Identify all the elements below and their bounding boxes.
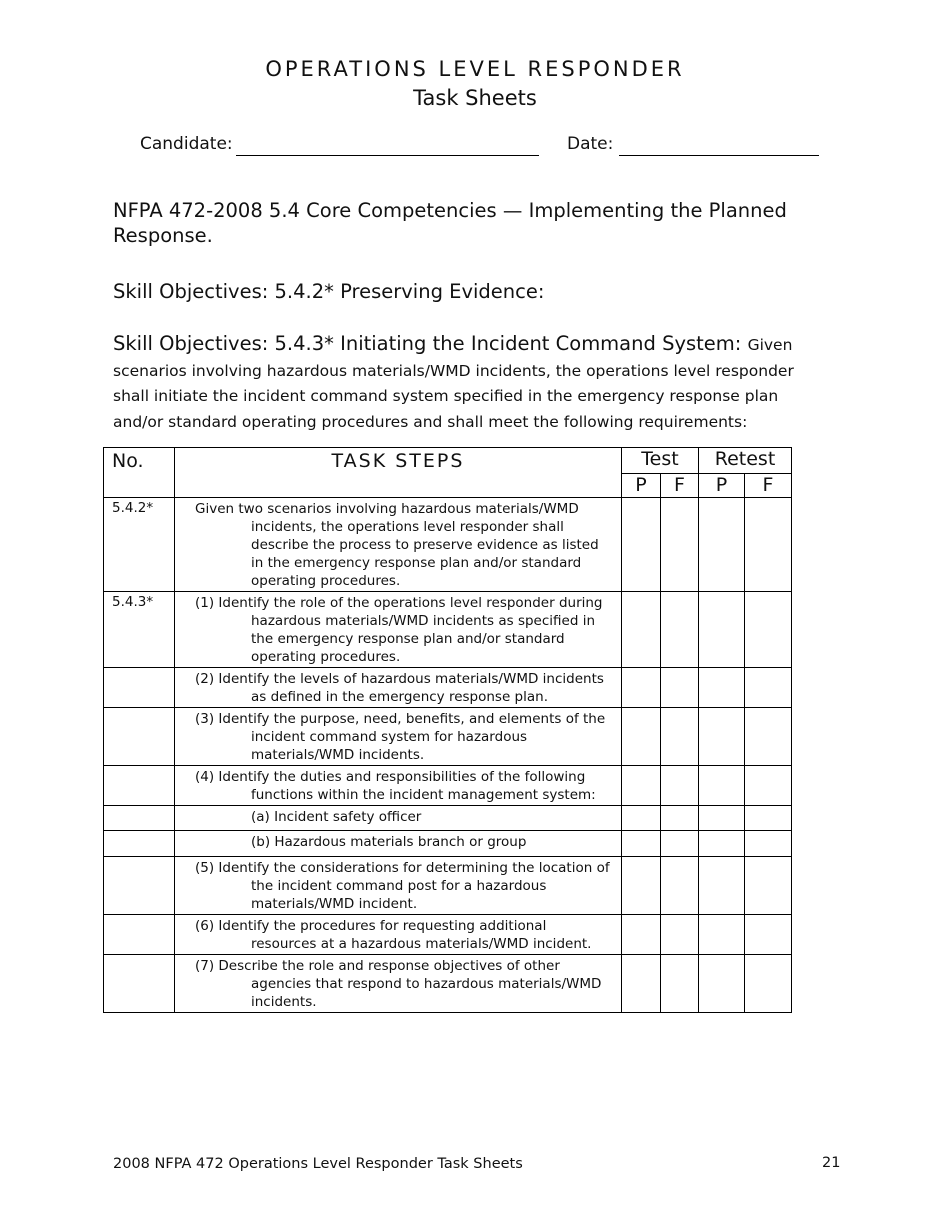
skill-objective-preserving-evidence: Skill Objectives: 5.4.2* Preserving Evidence: xyxy=(113,280,545,303)
row-number xyxy=(104,806,175,831)
column-header-test-fail: F xyxy=(661,474,699,498)
test-fail-box[interactable] xyxy=(661,831,699,857)
retest-fail-box[interactable] xyxy=(745,708,792,766)
row-number xyxy=(104,708,175,766)
column-header-retest-pass: P xyxy=(699,474,745,498)
task-step: (4) Identify the duties and responsibilities of the following functions within the incident management system: xyxy=(175,766,622,806)
retest-fail-box[interactable] xyxy=(745,592,792,668)
row-number: 5.4.2* xyxy=(104,498,175,592)
test-pass-box[interactable] xyxy=(622,831,661,857)
retest-fail-box[interactable] xyxy=(745,806,792,831)
retest-fail-box[interactable] xyxy=(745,766,792,806)
skill-objective-ics xyxy=(113,331,833,433)
test-pass-box[interactable] xyxy=(622,806,661,831)
retest-pass-box[interactable] xyxy=(699,806,745,831)
page-number: 21 xyxy=(822,1155,841,1171)
candidate-field[interactable] xyxy=(236,155,539,156)
test-pass-box[interactable] xyxy=(622,857,661,915)
table-row xyxy=(104,498,792,592)
column-header-no: No. xyxy=(104,448,175,498)
retest-pass-box[interactable] xyxy=(699,857,745,915)
retest-pass-box[interactable] xyxy=(699,708,745,766)
task-steps-table xyxy=(103,447,792,1013)
retest-fail-box[interactable] xyxy=(745,668,792,708)
retest-pass-box[interactable] xyxy=(699,498,745,592)
page-subtitle: Task Sheets xyxy=(413,86,537,110)
test-pass-box[interactable] xyxy=(622,592,661,668)
retest-pass-box[interactable] xyxy=(699,668,745,708)
table-row xyxy=(104,831,792,857)
test-pass-box[interactable] xyxy=(622,766,661,806)
task-step: (2) Identify the levels of hazardous materials/WMD incidents as defined in the emergency response plan. xyxy=(175,668,622,708)
retest-fail-box[interactable] xyxy=(745,831,792,857)
task-step: (b) Hazardous materials branch or group xyxy=(175,831,622,857)
test-pass-box[interactable] xyxy=(622,708,661,766)
retest-pass-box[interactable] xyxy=(699,592,745,668)
test-fail-box[interactable] xyxy=(661,592,699,668)
table-row xyxy=(104,708,792,766)
column-header-task-steps: TASK STEPS xyxy=(175,448,622,498)
skill-objective-ics-title: Skill Objectives: 5.4.3* Initiating the Incident Command System: xyxy=(113,332,742,355)
row-number xyxy=(104,766,175,806)
column-header-test: Test xyxy=(622,448,699,474)
row-number xyxy=(104,955,175,1013)
test-fail-box[interactable] xyxy=(661,915,699,955)
test-fail-box[interactable] xyxy=(661,668,699,708)
retest-fail-box[interactable] xyxy=(745,955,792,1013)
retest-fail-box[interactable] xyxy=(745,857,792,915)
candidate-label: Candidate: xyxy=(140,134,233,154)
date-field[interactable] xyxy=(619,155,819,156)
column-header-retest: Retest xyxy=(699,448,792,474)
task-step: Given two scenarios involving hazardous materials/WMD incidents, the operations level responder shall describe the process to preserve evidence as listed in the emergency response plan and/or standard operating procedures. xyxy=(175,498,622,592)
core-competencies-heading: NFPA 472-2008 5.4 Core Competencies — Implementing the Planned Response. xyxy=(113,199,787,247)
task-step: (6) Identify the procedures for requesting additional resources at a hazardous materials/WMD incident. xyxy=(175,915,622,955)
table-row xyxy=(104,915,792,955)
test-pass-box[interactable] xyxy=(622,668,661,708)
task-step: (a) Incident safety officer xyxy=(175,806,622,831)
test-fail-box[interactable] xyxy=(661,766,699,806)
table-row xyxy=(104,766,792,806)
row-number xyxy=(104,668,175,708)
table-row xyxy=(104,668,792,708)
column-header-retest-fail: F xyxy=(745,474,792,498)
test-fail-box[interactable] xyxy=(661,498,699,592)
table-row xyxy=(104,857,792,915)
date-label: Date: xyxy=(567,134,614,154)
table-row xyxy=(104,592,792,668)
retest-pass-box[interactable] xyxy=(699,766,745,806)
task-step: (7) Describe the role and response objectives of other agencies that respond to hazardous materials/WMD incidents. xyxy=(175,955,622,1013)
retest-pass-box[interactable] xyxy=(699,831,745,857)
page-title: OPERATIONS LEVEL RESPONDER xyxy=(265,57,685,81)
task-step: (3) Identify the purpose, need, benefits, and elements of the incident command system for hazardous materials/WMD incidents. xyxy=(175,708,622,766)
row-number xyxy=(104,915,175,955)
retest-pass-box[interactable] xyxy=(699,915,745,955)
test-pass-box[interactable] xyxy=(622,915,661,955)
retest-pass-box[interactable] xyxy=(699,955,745,1013)
test-fail-box[interactable] xyxy=(661,806,699,831)
test-fail-box[interactable] xyxy=(661,955,699,1013)
column-header-test-pass: P xyxy=(622,474,661,498)
task-step: (5) Identify the considerations for determining the location of the incident command post for a hazardous materials/WMD incident. xyxy=(175,857,622,915)
row-number xyxy=(104,831,175,857)
retest-fail-box[interactable] xyxy=(745,915,792,955)
row-number xyxy=(104,857,175,915)
table-row xyxy=(104,955,792,1013)
footer-text: 2008 NFPA 472 Operations Level Responder Task Sheets xyxy=(113,1156,523,1172)
test-pass-box[interactable] xyxy=(622,498,661,592)
skill-objective-ics-text: Given scenarios involving hazardous materials/WMD incidents, the operations level responder shall initiate the incident command system specified in the emergency response plan and/or standard operating procedures and shall meet the following requirements: xyxy=(113,336,794,431)
table-row xyxy=(104,806,792,831)
task-step: (1) Identify the role of the operations level responder during hazardous materials/WMD incidents as specified in the emergency response plan and/or standard operating procedures. xyxy=(175,592,622,668)
test-pass-box[interactable] xyxy=(622,955,661,1013)
row-number: 5.4.3* xyxy=(104,592,175,668)
retest-fail-box[interactable] xyxy=(745,498,792,592)
test-fail-box[interactable] xyxy=(661,857,699,915)
test-fail-box[interactable] xyxy=(661,708,699,766)
